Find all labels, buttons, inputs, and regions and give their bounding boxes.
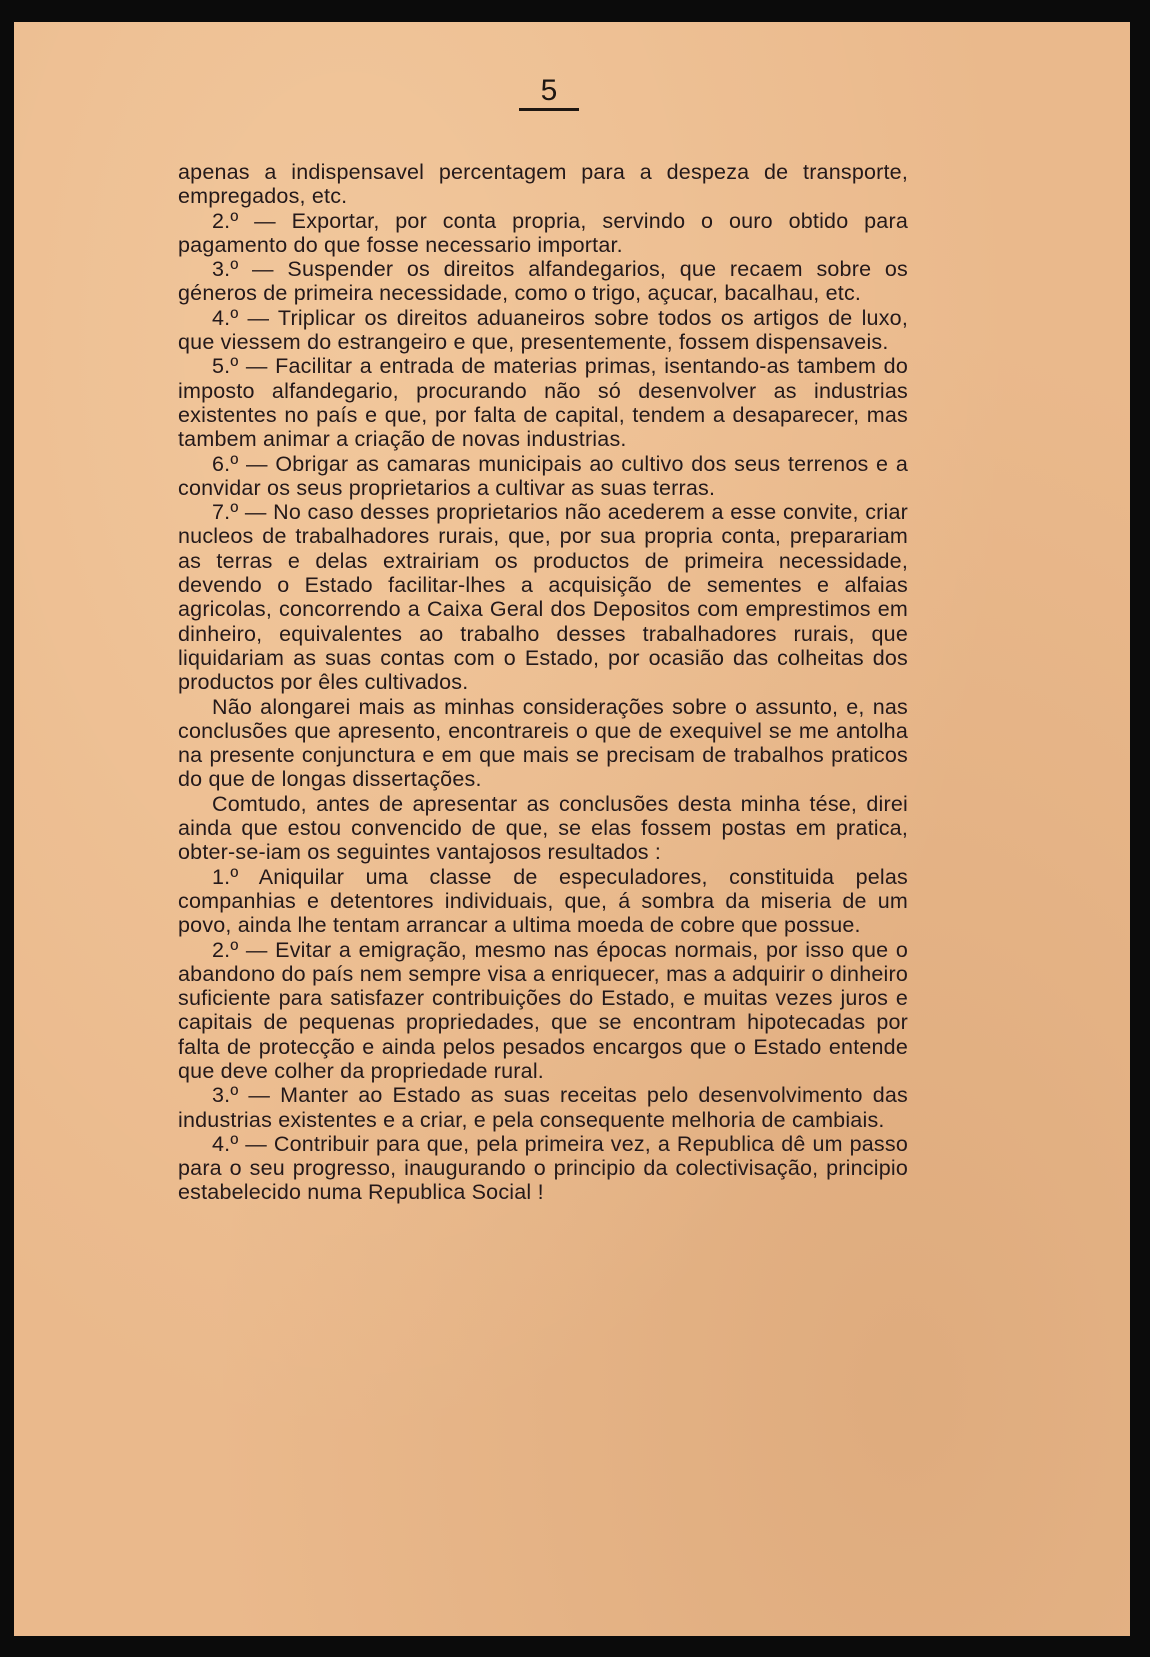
paragraph-12: 3.º — Manter ao Estado as suas receitas pelo desenvolvimento das industrias existentes e a criar, e pela consequente melhoria de cambiais.	[178, 1083, 908, 1132]
paragraph-13: 4.º — Contribuir para que, pela primeira vez, a Republica dê um passo para o seu progresso, inaugurando o principio da colectivisação, principio estabelecido numa Republica Social !	[178, 1131, 908, 1205]
paragraph-9: Comtudo, antes de apresentar as conclusões desta minha tése, direi ainda que estou convencido de que, se elas fossem postas em pratica, obter-se-iam os seguintes vantajosos resultados :	[178, 791, 908, 865]
paragraph-6: 6.º — Obrigar as camaras municipais ao cultivo dos seus terrenos e a convidar os seus proprietarios a cultivar as suas terras.	[178, 451, 908, 500]
page-number: 5	[519, 74, 579, 111]
paragraph-7: 7.º — No caso desses proprietarios não acederem a esse convite, criar nucleos de trabalhadores rurais, que, por sua propria conta, preparariam as terras e delas extrairiam os productos de primeira necessidade, devendo o Estado facilitar-lhes a acquisição de sementes e alfaias agricolas, concorrendo a Caixa Geral dos Depositos com emprestimos em dinheiro, equivalentes ao trabalho desses trabalhadores rurais, que liquidariam as suas contas com o Estado, por ocasião das colheitas dos productos por êles cultivados.	[178, 500, 908, 695]
paragraph-3: 3.º — Suspender os direitos alfandegarios, que recaem sobre os géneros de primeira necessidade, como o trigo, açucar, bacalhau, etc.	[178, 257, 908, 306]
document-page	[14, 22, 1130, 1636]
body-text	[178, 160, 908, 1205]
paragraph-2: 2.º — Exportar, por conta propria, servindo o ouro obtido para pagamento do que fosse necessario importar.	[178, 208, 908, 257]
paragraph-10: 1.º Aniquilar uma classe de especuladores, constituida pelas companhias e detentores individuais, que, á sombra da miseria de um povo, ainda lhe tentam arrancar a ultima moeda de cobre que possue.	[178, 864, 908, 938]
paragraph-4: 4.º — Triplicar os direitos aduaneiros sobre todos os artigos de luxo, que viessem do estrangeiro e que, presentemente, fossem dispensaveis.	[178, 305, 908, 355]
paragraph-1: apenas a indispensavel percentagem para a despeza de transporte, empregados, etc.	[178, 160, 908, 209]
paragraph-11: 2.º — Evitar a emigração, mesmo nas épocas normais, por isso que o abandono do país nem sempre visa a enriquecer, mas a adquirir o dinheiro suficiente para satisfazer contribuições do Estado, e muitas vezes juros e capitais de pequenas propriedades, que se encontram hipotecadas por falta de protecção e ainda pelos pesados encargos que o Estado entende que deve colher da propriedade rural.	[178, 937, 908, 1083]
paragraph-5: 5.º — Facilitar a entrada de materias primas, isentando-as tambem do imposto alfandegario, procurando não só desenvolver as industrias existentes no país e que, por falta de capital, tendem a desaparecer, mas tambem animar a criação de novas industrias.	[178, 354, 908, 452]
paragraph-8: Não alongarei mais as minhas considerações sobre o assunto, e, nas conclusões que apresento, encontrareis o que de exequivel se me antolha na presente conjunctura e em que mais se precisam de trabalhos praticos do que de longas dissertações.	[178, 694, 908, 792]
